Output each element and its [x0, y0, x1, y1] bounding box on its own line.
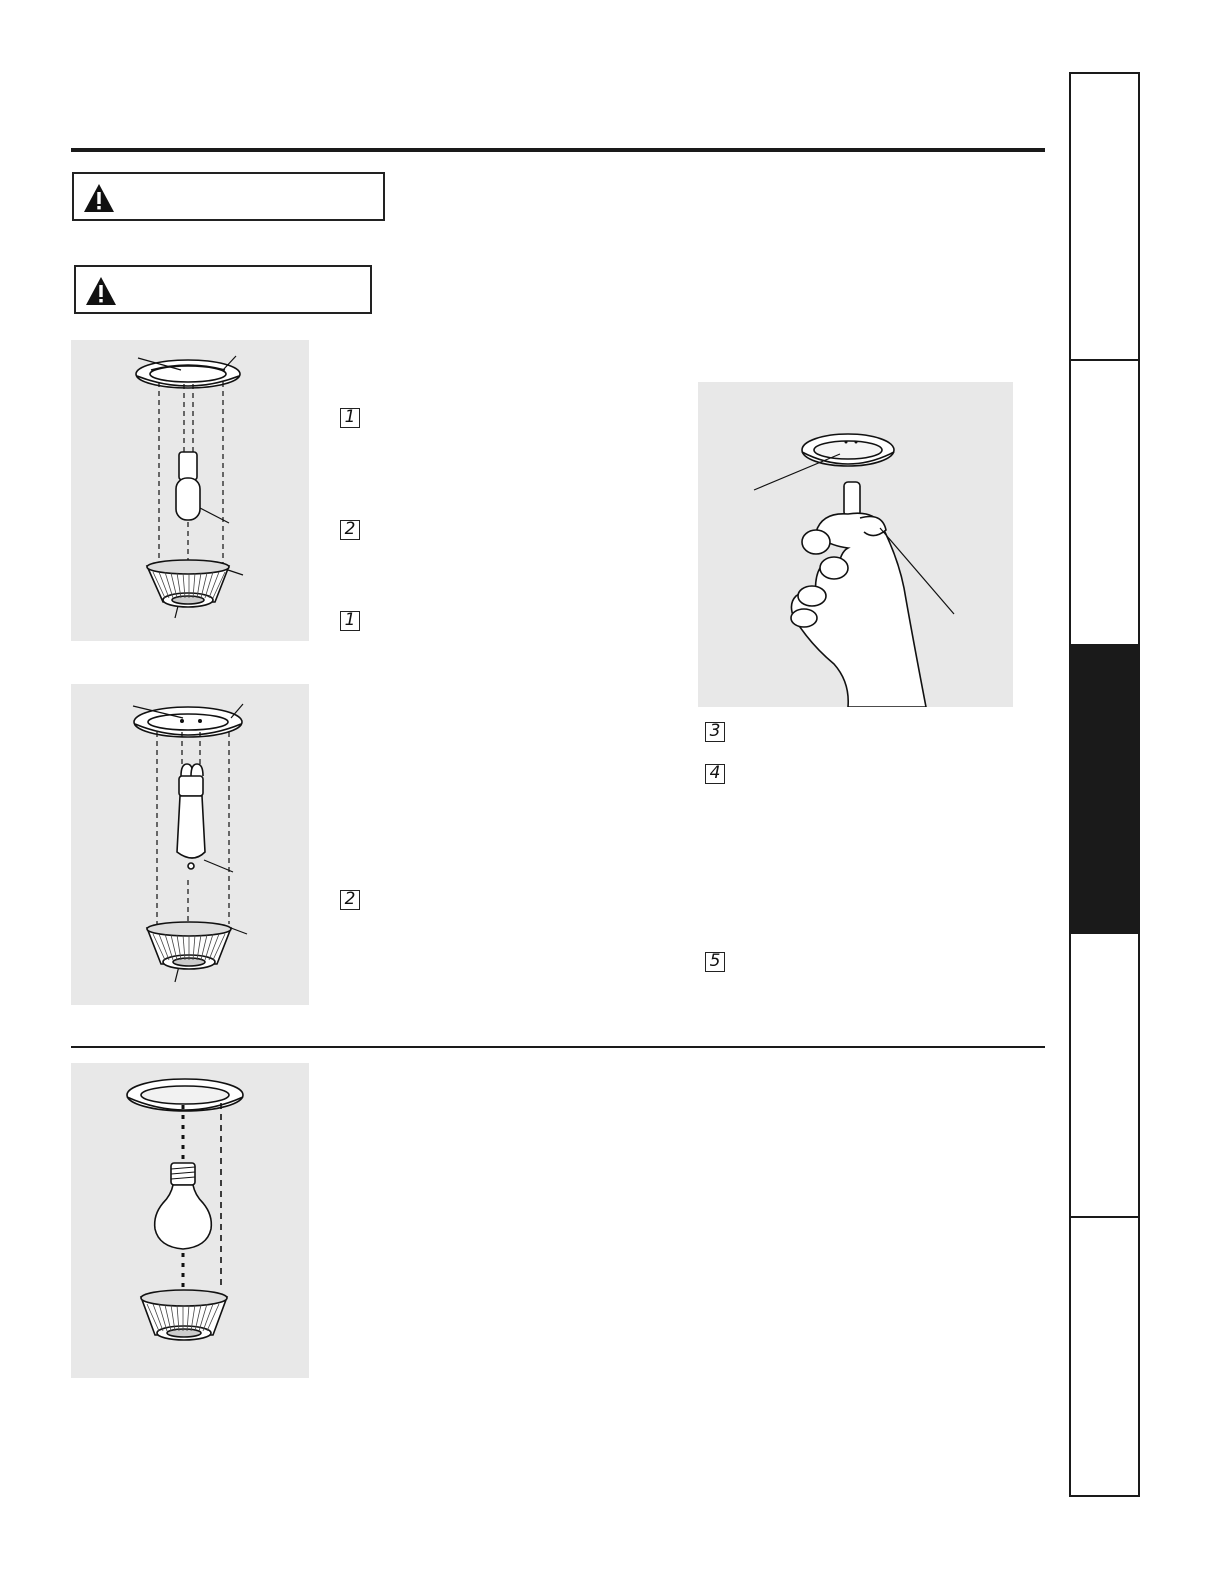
illustration-hand-removing-bulb	[698, 382, 1013, 707]
section-tab-2[interactable]	[1071, 359, 1138, 644]
step-number-3: 3	[705, 722, 725, 742]
appliance-bulb-illustration	[71, 1063, 309, 1378]
lamp-assembly-illustration	[71, 684, 309, 1005]
top-rule	[71, 148, 1045, 152]
step-number-2: 2	[340, 890, 360, 910]
section-tab-3-active[interactable]	[1071, 644, 1138, 932]
step-number-5: 5	[705, 952, 725, 972]
step-number-1: 1	[340, 408, 360, 428]
warning-triangle-icon	[82, 182, 116, 214]
illustration-halogen-bulb-2	[71, 684, 309, 1005]
section-tabs	[1069, 72, 1140, 1497]
lamp-assembly-illustration	[71, 340, 309, 641]
step-number-4: 4	[705, 764, 725, 784]
warning-box-2	[74, 265, 372, 314]
illustration-appliance-bulb	[71, 1063, 309, 1378]
warning-triangle-icon	[84, 275, 118, 307]
section-tab-1[interactable]	[1071, 74, 1138, 359]
illustration-halogen-bulb-1	[71, 340, 309, 641]
warning-box-1	[72, 172, 385, 221]
step-number-1: 1	[340, 611, 360, 631]
step-number-2: 2	[340, 520, 360, 540]
hand-bulb-illustration	[698, 382, 1013, 707]
section-tab-5[interactable]	[1071, 1216, 1138, 1495]
section-rule	[71, 1046, 1045, 1048]
section-tab-4[interactable]	[1071, 932, 1138, 1216]
